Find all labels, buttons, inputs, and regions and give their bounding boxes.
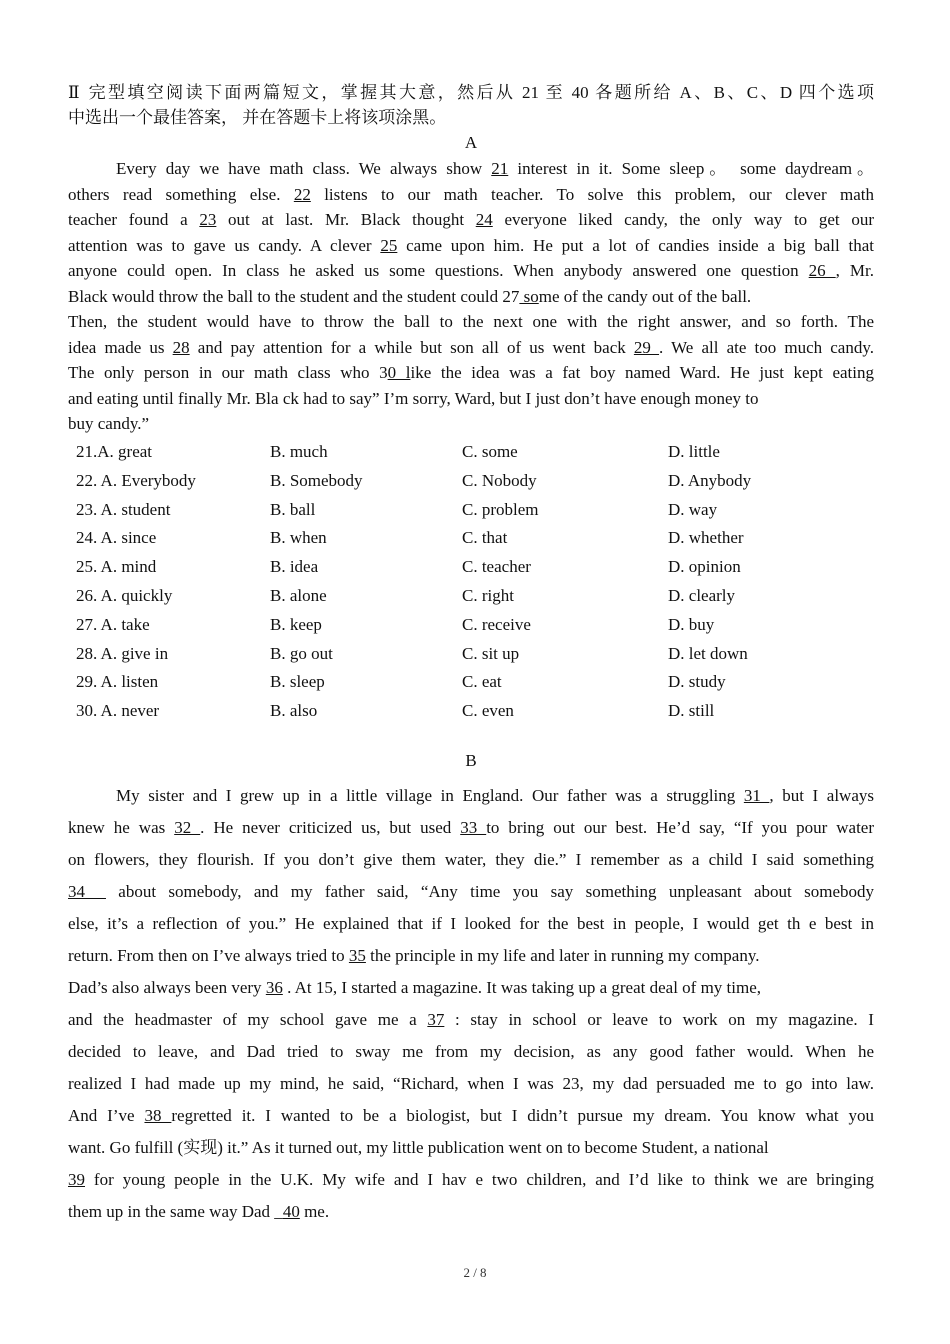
option-choice: C. that <box>462 528 508 548</box>
blank-number: 37 <box>427 1010 445 1029</box>
passage-a <box>68 156 874 437</box>
blank-number: 26 <box>808 261 836 280</box>
passage-text: Dad’s also always been very <box>68 978 266 997</box>
passage-text: to bring out our best. He’d say, “If you pour water <box>486 818 875 837</box>
passage-line <box>68 876 874 908</box>
option-choice: 25. A. mind <box>76 557 157 577</box>
passage-line <box>68 411 874 437</box>
option-choice: D. way <box>668 499 718 519</box>
passage-text: decided to leave, and Dad tried to sway me from my decision, as any good father would. When he <box>68 1042 874 1061</box>
passage-text: knew he was <box>68 818 175 837</box>
blank-number: 31 <box>743 786 770 805</box>
passage-text: everyone liked candy, the only way to get our <box>492 210 874 229</box>
blank-number: 29 <box>633 337 660 357</box>
passage-text: anyone could open. In class he asked us some questions. When anybody answered one question <box>68 261 809 280</box>
option-choice: 21.A. great <box>76 442 153 461</box>
passage-line <box>68 284 874 310</box>
option-choice: C. even <box>462 701 514 721</box>
passage-text: . He never criticized us, but used <box>200 818 461 837</box>
passage-b <box>68 780 874 1228</box>
option-choice: 27. A. take <box>76 614 150 634</box>
instructions-line-1: Ⅱ 完型填空阅读下面两篇短文，掌握其大意，然后从 21 至 40 各题所给 A、B、C、D 四个选项 <box>68 83 874 102</box>
blank-number: 21 <box>491 159 509 178</box>
passage-line <box>68 908 874 940</box>
option-row <box>76 553 876 582</box>
passage-text: and pay attention for a while but son all of us went back <box>189 337 634 357</box>
option-row <box>76 524 876 553</box>
passage-text: return. From then on I’ve always tried to <box>68 946 349 965</box>
passage-text: Black would throw the ball to the student and the student could 27 <box>68 286 520 306</box>
passage-line <box>68 1132 874 1164</box>
passage-line <box>68 780 874 812</box>
passage-text: for young people in the U.K. My wife and I hav e two children, and I’d like to think we are bringing <box>85 1170 874 1189</box>
passage-text: attention was to gave us candy. A clever <box>68 235 381 255</box>
passage-text: teacher found a <box>68 210 200 229</box>
passage-line <box>68 335 874 361</box>
passage-text: , Mr. <box>835 261 875 280</box>
passage-text: . We all ate too much candy. <box>659 337 875 357</box>
blank-number: 23 <box>199 210 217 229</box>
blank-number: 22 <box>293 184 311 204</box>
option-choice: D. clearly <box>668 585 736 605</box>
option-choice: B. alone <box>270 585 327 605</box>
blank-number: 28 <box>172 337 190 357</box>
blank-number: 36 <box>265 978 283 997</box>
blank-number: 35 <box>348 946 366 965</box>
passage-text: interest in it. Some sleep。 some daydream。 <box>508 159 875 178</box>
option-row <box>76 467 876 496</box>
option-row <box>76 697 876 726</box>
passage-text: and the headmaster of my school gave me a <box>68 1010 428 1029</box>
option-choice: D. still <box>668 701 715 721</box>
section-b-heading: B <box>465 751 477 770</box>
option-choice: C. sit up <box>462 643 520 663</box>
passage-text: regretted it. I wanted to be a biologist, but I didn’t pursue my dream. You know what you <box>171 1106 874 1125</box>
option-row <box>76 582 876 611</box>
option-choice: B. much <box>270 442 328 461</box>
passage-text: buy candy.” <box>68 414 150 433</box>
passage-text: realized I had made up my mind, he said, “Richard, when I was 23, my dad persuaded me to go into law. <box>68 1074 874 1093</box>
passage-line <box>68 1036 874 1068</box>
passage-text: me. <box>299 1202 330 1221</box>
passage-line <box>68 1196 874 1228</box>
passage-line <box>68 182 874 208</box>
option-choice: D. buy <box>668 614 715 634</box>
passage-text: My sister and I grew up in a little village in England. Our father was a struggling <box>116 786 744 805</box>
option-row <box>76 668 876 697</box>
blank-number: so <box>519 286 539 306</box>
option-choice: D. little <box>668 442 720 461</box>
passage-text: them up in the same way Dad _ <box>68 1202 283 1221</box>
option-row <box>76 496 876 525</box>
passage-text: . At 15, I started a magazine. It was taking up a great deal of my time, <box>282 978 762 997</box>
passage-text: about somebody, and my father said, “Any time you say something unpleasant about somebody <box>105 882 875 901</box>
instructions <box>68 80 874 130</box>
passage-line <box>68 233 874 259</box>
page-number: 2 / 8 <box>463 1265 487 1280</box>
option-choice: B. go out <box>270 643 333 663</box>
passage-line <box>68 309 874 335</box>
passage-line <box>68 258 874 284</box>
option-choice: C. teacher <box>462 557 531 577</box>
passage-text: want. Go fulfill (实现) it.” As it turned out, my little publication went on to become Student, a national <box>68 1138 769 1157</box>
passage-text: Then, the student would have to throw the ball to the next one with the right answer, and so forth. The <box>68 312 874 331</box>
passage-line <box>68 207 874 233</box>
option-choice: D. let down <box>668 643 748 663</box>
option-choice: D. opinion <box>668 557 741 577</box>
option-row <box>76 640 876 669</box>
passage-line <box>68 844 874 876</box>
option-choice: D. Anybody <box>668 470 752 490</box>
passage-line <box>68 940 874 972</box>
blank-number: 34 _ <box>68 882 106 901</box>
blank-number: 38 <box>144 1106 172 1125</box>
passage-text: came upon him. He put a lot of candies inside a big ball that <box>397 235 874 255</box>
option-choice: C. problem <box>462 499 539 519</box>
option-choice: B. also <box>270 701 318 721</box>
option-choice: B. ball <box>270 499 316 519</box>
option-choice: 23. A. student <box>76 499 171 519</box>
passage-text: else, it’s a reflection of you.” He explained that if I looked for the best in people, I would get th e best in <box>68 914 874 933</box>
option-choice: 24. A. since <box>76 528 157 548</box>
passage-text: The only person in our math class who 3 <box>68 363 388 382</box>
option-choice: C. receive <box>462 614 531 634</box>
option-row <box>76 611 876 640</box>
passage-text: : stay in school or leave to work on my magazine. I <box>444 1010 874 1029</box>
blank-number: 40 <box>282 1202 300 1221</box>
passage-line <box>68 1164 874 1196</box>
option-choice: C. some <box>462 442 518 461</box>
options-table-a <box>76 438 876 726</box>
option-choice: 26. A. quickly <box>76 585 173 605</box>
blank-number: 33 <box>460 818 487 837</box>
passage-text: out at last. Mr. Black thought <box>216 210 476 229</box>
passage-text: and eating until finally Mr. Bla ck had to say” I’m sorry, Ward, but I just don’t have enough money to <box>68 388 759 408</box>
passage-line <box>68 1004 874 1036</box>
blank-number: 25 <box>380 235 398 255</box>
passage-text: me of the candy out of the ball. <box>538 286 752 306</box>
passage-line <box>68 1100 874 1132</box>
option-choice: C. eat <box>462 672 502 692</box>
option-row <box>76 438 876 467</box>
passage-text: , but I always <box>769 786 874 805</box>
option-choice: B. idea <box>270 557 319 577</box>
option-choice: B. keep <box>270 614 322 634</box>
blank-number: 32 <box>174 818 201 837</box>
passage-text: others read something else. <box>68 184 294 204</box>
option-choice: 28. A. give in <box>76 643 169 663</box>
option-choice: C. Nobody <box>462 470 537 490</box>
passage-text: on flowers, they flourish. If you don’t give them water, they die.” I remember as a child I said something <box>68 850 874 869</box>
passage-text: Every day we have math class. We always show <box>116 159 492 178</box>
passage-text: And I’ve <box>68 1106 145 1125</box>
passage-text: ike the idea was a fat boy named Ward. He just kept eating <box>410 363 874 382</box>
option-choice: 22. A. Everybody <box>76 470 196 490</box>
option-choice: C. right <box>462 585 514 605</box>
passage-line <box>68 1068 874 1100</box>
option-choice: B. Somebody <box>270 470 363 490</box>
passage-text: idea made us <box>68 337 173 357</box>
blank-number: 24 <box>475 210 493 229</box>
option-choice: B. sleep <box>270 672 325 692</box>
passage-line <box>68 972 874 1004</box>
instructions-line-2: 中选出一个最佳答案， 并在答题卡上将该项涂黑。 <box>68 108 447 127</box>
passage-line <box>68 360 874 386</box>
passage-text: the principle in my life and later in running my company. <box>365 946 760 965</box>
passage-line <box>68 812 874 844</box>
option-choice: B. when <box>270 528 327 548</box>
passage-text: listens to our math teacher. To solve this problem, our clever math <box>310 184 874 204</box>
passage-line <box>68 156 874 182</box>
option-choice: 30. A. never <box>76 701 160 721</box>
option-choice: 29. A. listen <box>76 672 159 692</box>
section-a-heading: A <box>464 133 478 152</box>
blank-number: 39 <box>68 1170 85 1189</box>
passage-line <box>68 386 874 412</box>
option-choice: D. study <box>668 672 726 692</box>
blank-number: 0 l <box>387 363 411 382</box>
option-choice: D. whether <box>668 528 744 548</box>
